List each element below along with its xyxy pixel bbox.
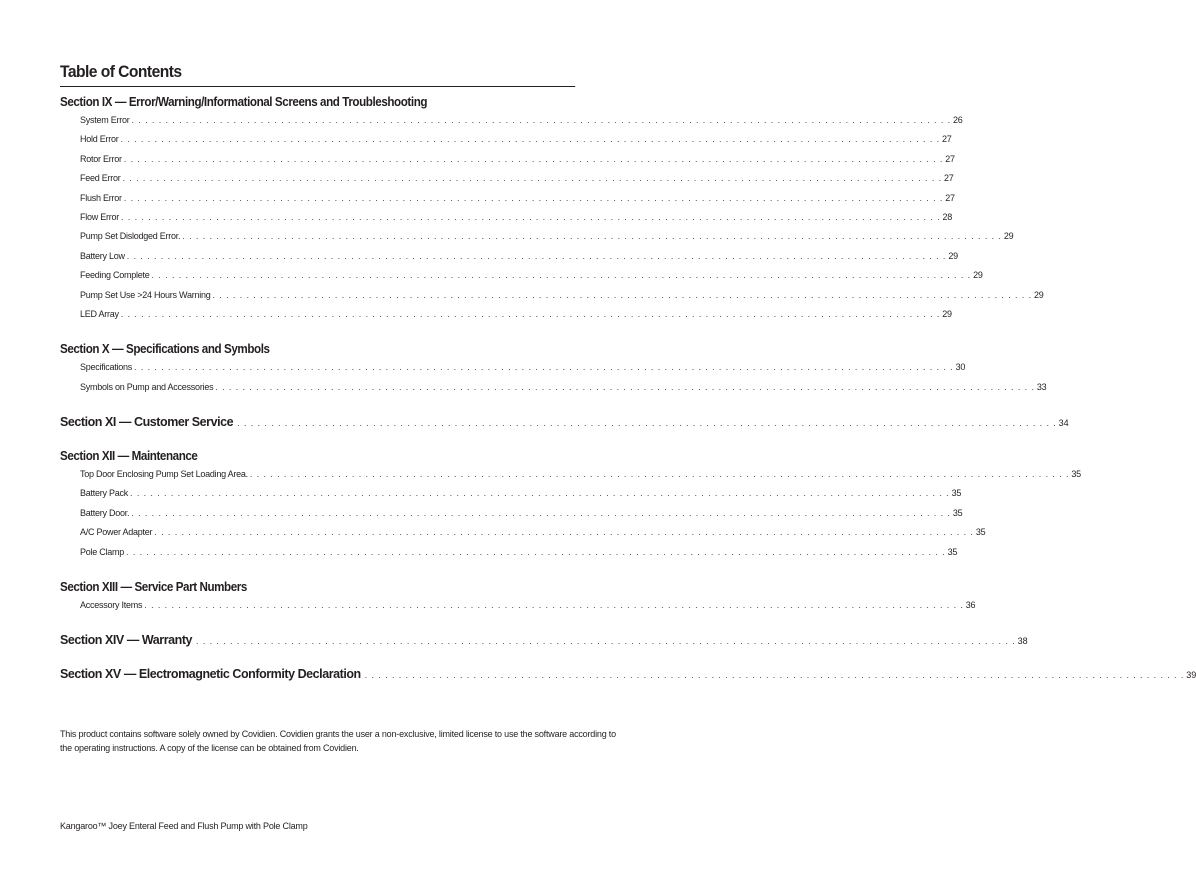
dot-leader: . . . . . . . . . . . . . . . . . . . . . . . . . . . . . . . . . . . . . . . . . . . . . . . . . . . . . . . . . . . . . . . . . . . . . . . . . . . . . . . . . . . . . . . . . . . . . . . . . . . . . . . . . . . . . . . . . . . . . . . . . [212,289,1033,300]
toc-entry-page-number: 28 [942,211,953,222]
toc-entry[interactable] [80,266,983,285]
dot-leader: . . . . . . . . . . . . . . . . . . . . . . . . . . . . . . . . . . . . . . . . . . . . . . . . . . . . . . . . . . . . . . . . . . . . . . . . . . . . . . . . . . . . . . . . . . . . . . . . . . . . . . . . . . . . . . . . . . . . . . . . . [130,488,950,499]
section-heading: Section X — Specifications and Symbols [60,342,270,357]
toc-entry-page-number: 27 [945,153,955,164]
toc-entry-label: Battery Pack [80,488,129,499]
dot-leader: . . . . . . . . . . . . . . . . . . . . . . . . . . . . . . . . . . . . . . . . . . . . . . . . . . . . . . . . . . . . . . . . . . . . . . . . . . . . . . . . . . . . . . . . . . . . . . . . . . . . . . . . . . . . . . . . . . . . . . . . . [144,600,964,611]
dot-leader: . . . . . . . . . . . . . . . . . . . . . . . . . . . . . . . . . . . . . . . . . . . . . . . . . . . . . . . . . . . . . . . . . . . . . . . . . . . . . . . . . . . . . . . . . . . . . . . . . . . . . . . . . . . . . . . . . . . . . . . . . [131,115,952,125]
dot-leader: . . . . . . . . . . . . . . . . . . . . . . . . . . . . . . . . . . . . . . . . . . . . . . . . . . . . . . . . . . . . . . . . . . . . . . . . . . . . . . . . . . . . . . . . . . . . . . . . . . . . . . . . . . . . . . . . . . . . . . . . . [364,670,1185,681]
toc-entry[interactable] [80,596,976,615]
toc-entry[interactable] [80,208,953,227]
dot-leader: . . . . . . . . . . . . . . . . . . . . . . . . . . . . . . . . . . . . . . . . . . . . . . . . . . . . . . . . . . . . . . . . . . . . . . . . . . . . . . . . . . . . . . . . . . . . . . . . . . . . . . . . . . . . . . . . . . . . . . . . . [131,507,951,518]
toc-entry-page-number: 29 [1034,289,1044,300]
toc-entry[interactable] [80,305,952,324]
toc-section [60,578,976,615]
toc-entry-label: Accessory Items [80,600,143,611]
toc-entry-list [60,465,1081,562]
toc-entry[interactable] [80,465,1081,484]
dot-leader: . . . . . . . . . . . . . . . . . . . . . . . . . . . . . . . . . . . . . . . . . . . . . . . . . . . . . . . . . . . . . . . . . . . . . . . . . . . . . . . . . . . . . . . . . . . . . . . . . . . . . . . . . . . . . . . . . . . . . . . . . [126,546,946,557]
toc-entry-page-number: 36 [965,600,976,611]
toc-entry-label: System Error [80,115,130,125]
dot-leader: . . . . . . . . . . . . . . . . . . . . . . . . . . . . . . . . . . . . . . . . . . . . . . . . . . . . . . . . . . . . . . . . . . . . . . . . . . . . . . . . . . . . . . . . . . . . . . . . . . . . . . . . . . . . . . . . . . . . . . . . . [120,308,941,319]
section-heading: Section XIII — Service Part Numbers [60,580,247,595]
section-heading-row[interactable] [60,665,1196,683]
toc-entry-label: Top Door Enclosing Pump Set Loading Area. [80,469,248,480]
page-footer: Kangaroo™ Joey Enteral Feed and Flush Pump with Pole Clamp [60,821,308,831]
dot-leader: . . . . . . . . . . . . . . . . . . . . . . . . . . . . . . . . . . . . . . . . . . . . . . . . . . . . . . . . . . . . . . . . . . . . . . . . . . . . . . . . . . . . . . . . . . . . . . . . . . . . . . . . . . . . . . . . . . . . . . . . . [123,153,944,164]
toc-entry-label: Pump Set Use >24 Hours Warning [80,289,211,300]
toc-entry-page-number: 27 [945,192,955,203]
toc-entry[interactable] [80,523,986,542]
toc-entry-page-number: 29 [948,250,958,261]
toc-section [60,665,1196,683]
toc-section [60,413,1069,431]
toc-sections [60,93,1196,683]
toc-entry[interactable] [80,150,955,169]
section-heading: Section XIV — Warranty [60,633,193,648]
section-heading: Section XV — Electromagnetic Conformity Declaration [60,667,361,682]
page-title: Table of Contents [60,62,575,87]
toc-entry-page-number: 35 [951,488,962,499]
toc-entry-label: LED Array [80,308,119,319]
section-page-number: 39 [1186,670,1196,681]
section-heading-row[interactable] [60,631,1028,649]
toc-entry-label: Battery Low [80,250,125,261]
toc-entry-list [60,111,1044,324]
toc-entry-list [60,358,1047,397]
toc-entry[interactable] [80,286,1044,305]
toc-entry-label: Symbols on Pump and Accessories [80,381,214,392]
toc-entry-page-number: 29 [973,270,983,281]
toc-entry-label: Hold Error [80,134,119,145]
dot-leader: . . . . . . . . . . . . . . . . . . . . . . . . . . . . . . . . . . . . . . . . . . . . . . . . . . . . . . . . . . . . . . . . . . . . . . . . . . . . . . . . . . . . . . . . . . . . . . . . . . . . . . . . . . . . . . . . . . . . . . . . . [123,192,944,203]
section-page-number: 34 [1058,418,1069,429]
toc-entry-page-number: 26 [953,115,963,125]
dot-leader: . . . . . . . . . . . . . . . . . . . . . . . . . . . . . . . . . . . . . . . . . . . . . . . . . . . . . . . . . . . . . . . . . . . . . . . . . . . . . . . . . . . . . . . . . . . . . . . . . . . . . . . . . . . . . . . . . . . . . . . . . [122,173,943,184]
dot-leader: . . . . . . . . . . . . . . . . . . . . . . . . . . . . . . . . . . . . . . . . . . . . . . . . . . . . . . . . . . . . . . . . . . . . . . . . . . . . . . . . . . . . . . . . . . . . . . . . . . . . . . . . . . . . . . . . . . . . . . . . . [126,250,947,261]
toc-entry-label: Specifications [80,362,133,373]
dot-leader: . . . . . . . . . . . . . . . . . . . . . . . . . . . . . . . . . . . . . . . . . . . . . . . . . . . . . . . . . . . . . . . . . . . . . . . . . . . . . . . . . . . . . . . . . . . . . . . . . . . . . . . . . . . . . . . . . . . . . . . . . [196,636,1016,647]
toc-entry-list [60,596,976,615]
toc-entry[interactable] [80,378,1047,397]
toc-section [60,340,1047,397]
toc-entry[interactable] [80,227,1014,246]
toc-entry[interactable] [80,247,958,266]
toc-entry-label: Pump Set Dislodged Error. [80,231,181,242]
section-page-number: 38 [1017,636,1028,647]
toc-entry-page-number: 35 [1071,469,1081,480]
toc-entry[interactable] [80,130,952,149]
toc-section [60,93,1044,324]
section-heading: Section IX — Error/Warning/Informational Screens and Troubleshooting [60,95,428,109]
toc-entry-label: Flow Error [80,211,120,222]
dot-leader: . . . . . . . . . . . . . . . . . . . . . . . . . . . . . . . . . . . . . . . . . . . . . . . . . . . . . . . . . . . . . . . . . . . . . . . . . . . . . . . . . . . . . . . . . . . . . . . . . . . . . . . . . . . . . . . . . . . . . . . . . [120,134,941,145]
toc-entry[interactable] [80,111,963,130]
toc-entry-page-number: 35 [947,546,958,557]
toc-entry-label: Feeding Complete [80,270,150,281]
toc-section [60,447,1081,562]
toc-entry-page-number: 29 [942,308,952,319]
toc-entry-page-number: 33 [1036,381,1047,392]
toc-entry[interactable] [80,358,966,377]
toc-entry[interactable] [80,189,955,208]
dot-leader: . . . . . . . . . . . . . . . . . . . . . . . . . . . . . . . . . . . . . . . . . . . . . . . . . . . . . . . . . . . . . . . . . . . . . . . . . . . . . . . . . . . . . . . . . . . . . . . . . . . . . . . . . . . . . . . . . . . . . . . . . [182,231,1002,242]
toc-section [60,631,1028,649]
toc-entry-page-number: 29 [1003,231,1014,242]
table-of-contents [60,62,1196,699]
toc-entry-label: Feed Error [80,173,121,184]
toc-entry-label: Rotor Error [80,153,122,164]
dot-leader: . . . . . . . . . . . . . . . . . . . . . . . . . . . . . . . . . . . . . . . . . . . . . . . . . . . . . . . . . . . . . . . . . . . . . . . . . . . . . . . . . . . . . . . . . . . . . . . . . . . . . . . . . . . . . . . . . . . . . . . . . [154,527,974,538]
toc-entry-page-number: 27 [944,173,954,184]
section-heading: Section XI — Customer Service [60,415,234,430]
toc-entry[interactable] [80,504,963,523]
toc-entry-page-number: 35 [952,507,963,518]
toc-entry[interactable] [80,484,962,503]
dot-leader: . . . . . . . . . . . . . . . . . . . . . . . . . . . . . . . . . . . . . . . . . . . . . . . . . . . . . . . . . . . . . . . . . . . . . . . . . . . . . . . . . . . . . . . . . . . . . . . . . . . . . . . . . . . . . . . . . . . . . . . . . [249,469,1070,480]
toc-entry-label: Battery Door. [80,507,130,518]
toc-entry-label: Pole Clamp [80,546,125,557]
toc-entry-page-number: 35 [975,527,986,538]
dot-leader: . . . . . . . . . . . . . . . . . . . . . . . . . . . . . . . . . . . . . . . . . . . . . . . . . . . . . . . . . . . . . . . . . . . . . . . . . . . . . . . . . . . . . . . . . . . . . . . . . . . . . . . . . . . . . . . . . . . . . . . . . [134,362,954,373]
toc-entry[interactable] [80,543,958,562]
license-notice: This product contains software solely owned by Covidien. Covidien grants the user a non-exclusive, limited license to use the software according to the operating instructions. A copy of the license can be obtained from Covidien. [60,729,616,753]
toc-entry-label: A/C Power Adapter [80,527,153,538]
dot-leader: . . . . . . . . . . . . . . . . . . . . . . . . . . . . . . . . . . . . . . . . . . . . . . . . . . . . . . . . . . . . . . . . . . . . . . . . . . . . . . . . . . . . . . . . . . . . . . . . . . . . . . . . . . . . . . . . . . . . . . . . . [151,270,972,281]
toc-entry[interactable] [80,169,954,188]
dot-leader: . . . . . . . . . . . . . . . . . . . . . . . . . . . . . . . . . . . . . . . . . . . . . . . . . . . . . . . . . . . . . . . . . . . . . . . . . . . . . . . . . . . . . . . . . . . . . . . . . . . . . . . . . . . . . . . . . . . . . . . . . [237,418,1057,429]
dot-leader: . . . . . . . . . . . . . . . . . . . . . . . . . . . . . . . . . . . . . . . . . . . . . . . . . . . . . . . . . . . . . . . . . . . . . . . . . . . . . . . . . . . . . . . . . . . . . . . . . . . . . . . . . . . . . . . . . . . . . . . . . [215,381,1035,392]
section-heading: Section XII — Maintenance [60,449,198,464]
dot-leader: . . . . . . . . . . . . . . . . . . . . . . . . . . . . . . . . . . . . . . . . . . . . . . . . . . . . . . . . . . . . . . . . . . . . . . . . . . . . . . . . . . . . . . . . . . . . . . . . . . . . . . . . . . . . . . . . . . . . . . . . . [121,211,941,222]
section-heading-row[interactable] [60,413,1069,431]
toc-entry-label: Flush Error [80,192,122,203]
toc-entry-page-number: 27 [942,134,952,145]
toc-entry-page-number: 30 [955,362,966,373]
